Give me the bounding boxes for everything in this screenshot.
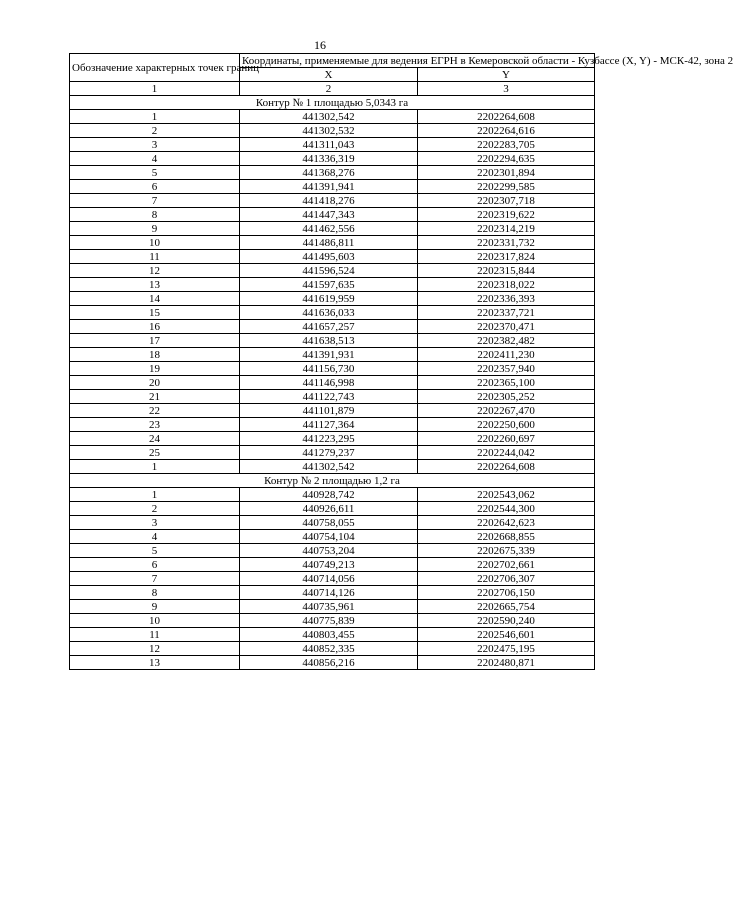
table-row <box>70 656 595 670</box>
table-row <box>70 642 595 656</box>
point-number-cell: 8 <box>70 208 240 222</box>
table-row <box>70 614 595 628</box>
point-number-cell: 6 <box>70 558 240 572</box>
point-number-cell: 12 <box>70 642 240 656</box>
x-coordinate-cell: 440714,056 <box>240 572 418 586</box>
y-coordinate-cell: 2202480,871 <box>418 656 595 670</box>
point-number-cell: 4 <box>70 530 240 544</box>
table-row <box>70 320 595 334</box>
point-number-cell: 23 <box>70 418 240 432</box>
section-row <box>70 474 595 488</box>
point-number-cell: 15 <box>70 306 240 320</box>
table-row <box>70 138 595 152</box>
x-coordinate-cell: 441619,959 <box>240 292 418 306</box>
column-number-2: 2 <box>240 82 418 96</box>
point-number-cell: 11 <box>70 250 240 264</box>
x-coordinate-cell: 441336,319 <box>240 152 418 166</box>
table-row <box>70 432 595 446</box>
header-row <box>70 54 595 68</box>
y-coordinate-cell: 2202283,705 <box>418 138 595 152</box>
section-title: Контур № 1 площадью 5,0343 га <box>70 96 595 110</box>
x-coordinate-cell: 440852,335 <box>240 642 418 656</box>
table-row <box>70 572 595 586</box>
y-coordinate-cell: 2202411,230 <box>418 348 595 362</box>
y-coordinate-cell: 2202665,754 <box>418 600 595 614</box>
point-number-cell: 7 <box>70 572 240 586</box>
y-coordinate-cell: 2202702,661 <box>418 558 595 572</box>
table-row <box>70 418 595 432</box>
table-row <box>70 516 595 530</box>
y-coordinate-cell: 2202546,601 <box>418 628 595 642</box>
table-row <box>70 390 595 404</box>
table-row <box>70 376 595 390</box>
x-coordinate-cell: 441447,343 <box>240 208 418 222</box>
table-row <box>70 222 595 236</box>
point-number-cell: 17 <box>70 334 240 348</box>
point-number-cell: 6 <box>70 180 240 194</box>
table-row <box>70 250 595 264</box>
x-coordinate-cell: 440856,216 <box>240 656 418 670</box>
table-row <box>70 152 595 166</box>
point-number-cell: 2 <box>70 124 240 138</box>
x-coordinate-cell: 441156,730 <box>240 362 418 376</box>
table-row <box>70 348 595 362</box>
table-row <box>70 180 595 194</box>
y-coordinate-cell: 2202337,721 <box>418 306 595 320</box>
y-coordinate-cell: 2202264,608 <box>418 460 595 474</box>
point-number-cell: 8 <box>70 586 240 600</box>
y-coordinate-cell: 2202544,300 <box>418 502 595 516</box>
point-number-cell: 10 <box>70 236 240 250</box>
x-coordinate-cell: 440803,455 <box>240 628 418 642</box>
point-number-cell: 3 <box>70 516 240 530</box>
table-row <box>70 586 595 600</box>
point-number-cell: 16 <box>70 320 240 334</box>
point-number-cell: 9 <box>70 600 240 614</box>
x-coordinate-cell: 441223,295 <box>240 432 418 446</box>
x-coordinate-cell: 441486,811 <box>240 236 418 250</box>
table-row <box>70 362 595 376</box>
x-coordinate-cell: 441391,941 <box>240 180 418 194</box>
point-number-cell: 4 <box>70 152 240 166</box>
table-row <box>70 306 595 320</box>
y-coordinate-cell: 2202294,635 <box>418 152 595 166</box>
point-number-cell: 21 <box>70 390 240 404</box>
y-coordinate-cell: 2202365,100 <box>418 376 595 390</box>
y-coordinate-cell: 2202305,252 <box>418 390 595 404</box>
section-title: Контур № 2 площадью 1,2 га <box>70 474 595 488</box>
y-coordinate-cell: 2202706,307 <box>418 572 595 586</box>
table-row <box>70 488 595 502</box>
y-coordinate-cell: 2202267,470 <box>418 404 595 418</box>
x-coordinate-cell: 441311,043 <box>240 138 418 152</box>
y-coordinate-cell: 2202317,824 <box>418 250 595 264</box>
point-designation-header: Обозначение характерных точек границ <box>70 54 240 82</box>
point-number-cell: 5 <box>70 166 240 180</box>
x-coordinate-cell: 441657,257 <box>240 320 418 334</box>
x-coordinate-cell: 440753,204 <box>240 544 418 558</box>
point-number-cell: 1 <box>70 110 240 124</box>
point-number-cell: 14 <box>70 292 240 306</box>
point-number-cell: 5 <box>70 544 240 558</box>
y-column-header: Y <box>418 68 595 82</box>
x-coordinate-cell: 440754,104 <box>240 530 418 544</box>
x-coordinate-cell: 441302,532 <box>240 124 418 138</box>
y-coordinate-cell: 2202370,471 <box>418 320 595 334</box>
y-coordinate-cell: 2202244,042 <box>418 446 595 460</box>
x-coordinate-cell: 441391,931 <box>240 348 418 362</box>
x-coordinate-cell: 441368,276 <box>240 166 418 180</box>
table-row <box>70 110 595 124</box>
y-coordinate-cell: 2202475,195 <box>418 642 595 656</box>
point-number-cell: 22 <box>70 404 240 418</box>
y-coordinate-cell: 2202642,623 <box>418 516 595 530</box>
y-coordinate-cell: 2202331,732 <box>418 236 595 250</box>
y-coordinate-cell: 2202318,022 <box>418 278 595 292</box>
table-row <box>70 446 595 460</box>
point-number-cell: 24 <box>70 432 240 446</box>
y-coordinate-cell: 2202668,855 <box>418 530 595 544</box>
section-row <box>70 96 595 110</box>
table-row <box>70 236 595 250</box>
table-row <box>70 124 595 138</box>
x-coordinate-cell: 441636,033 <box>240 306 418 320</box>
point-number-cell: 12 <box>70 264 240 278</box>
x-coordinate-cell: 441302,542 <box>240 110 418 124</box>
x-coordinate-cell: 440926,611 <box>240 502 418 516</box>
table-row <box>70 502 595 516</box>
point-number-cell: 19 <box>70 362 240 376</box>
x-coordinate-cell: 440758,055 <box>240 516 418 530</box>
x-column-header: X <box>240 68 418 82</box>
x-coordinate-cell: 440928,742 <box>240 488 418 502</box>
point-number-cell: 13 <box>70 656 240 670</box>
y-coordinate-cell: 2202299,585 <box>418 180 595 194</box>
x-coordinate-cell: 441101,879 <box>240 404 418 418</box>
x-coordinate-cell: 441597,635 <box>240 278 418 292</box>
point-number-cell: 10 <box>70 614 240 628</box>
point-number-cell: 1 <box>70 488 240 502</box>
x-coordinate-cell: 440749,213 <box>240 558 418 572</box>
table-row <box>70 334 595 348</box>
table-row <box>70 208 595 222</box>
x-coordinate-cell: 441462,556 <box>240 222 418 236</box>
y-coordinate-cell: 2202264,608 <box>418 110 595 124</box>
point-number-cell: 11 <box>70 628 240 642</box>
table-row <box>70 530 595 544</box>
x-coordinate-cell: 440775,839 <box>240 614 418 628</box>
table-row <box>70 600 595 614</box>
point-number-cell: 25 <box>70 446 240 460</box>
coordinates-table <box>69 53 733 670</box>
table-row <box>70 278 595 292</box>
y-coordinate-cell: 2202264,616 <box>418 124 595 138</box>
y-coordinate-cell: 2202319,622 <box>418 208 595 222</box>
table-row <box>70 264 595 278</box>
x-coordinate-cell: 441127,364 <box>240 418 418 432</box>
y-coordinate-cell: 2202250,600 <box>418 418 595 432</box>
y-coordinate-cell: 2202382,482 <box>418 334 595 348</box>
point-number-cell: 20 <box>70 376 240 390</box>
table-row <box>70 166 595 180</box>
point-number-cell: 2 <box>70 502 240 516</box>
table-body <box>70 54 733 670</box>
x-coordinate-cell: 441596,524 <box>240 264 418 278</box>
column-number-3: 3 <box>418 82 595 96</box>
table-row <box>70 194 595 208</box>
x-coordinate-cell: 441279,237 <box>240 446 418 460</box>
point-number-cell: 13 <box>70 278 240 292</box>
x-coordinate-cell: 440714,126 <box>240 586 418 600</box>
y-coordinate-cell: 2202706,150 <box>418 586 595 600</box>
y-coordinate-cell: 2202307,718 <box>418 194 595 208</box>
table-row <box>70 404 595 418</box>
y-coordinate-cell: 2202675,339 <box>418 544 595 558</box>
y-coordinate-cell: 2202590,240 <box>418 614 595 628</box>
point-number-cell: 3 <box>70 138 240 152</box>
x-coordinate-cell: 440735,961 <box>240 600 418 614</box>
x-coordinate-cell: 441146,998 <box>240 376 418 390</box>
point-number-cell: 9 <box>70 222 240 236</box>
y-coordinate-cell: 2202336,393 <box>418 292 595 306</box>
y-coordinate-cell: 2202357,940 <box>418 362 595 376</box>
x-coordinate-cell: 441495,603 <box>240 250 418 264</box>
column-number-1: 1 <box>70 82 240 96</box>
table-row <box>70 558 595 572</box>
point-number-cell: 1 <box>70 460 240 474</box>
table-row <box>70 544 595 558</box>
x-coordinate-cell: 441302,542 <box>240 460 418 474</box>
y-coordinate-cell: 2202543,062 <box>418 488 595 502</box>
table-row <box>70 292 595 306</box>
point-number-cell: 18 <box>70 348 240 362</box>
column-number-row <box>70 82 595 96</box>
x-coordinate-cell: 441418,276 <box>240 194 418 208</box>
table-row <box>70 628 595 642</box>
x-coordinate-cell: 441638,513 <box>240 334 418 348</box>
table-row <box>70 460 595 474</box>
page-number: 16 <box>314 38 326 52</box>
x-coordinate-cell: 441122,743 <box>240 390 418 404</box>
point-number-cell: 7 <box>70 194 240 208</box>
y-coordinate-cell: 2202315,844 <box>418 264 595 278</box>
y-coordinate-cell: 2202301,894 <box>418 166 595 180</box>
coordinates-header: Координаты, применяемые для ведения ЕГРН в Кемеровской области - Кузбассе (X, Y) - МСК-42, зона 2 <box>240 54 595 68</box>
y-coordinate-cell: 2202314,219 <box>418 222 595 236</box>
y-coordinate-cell: 2202260,697 <box>418 432 595 446</box>
